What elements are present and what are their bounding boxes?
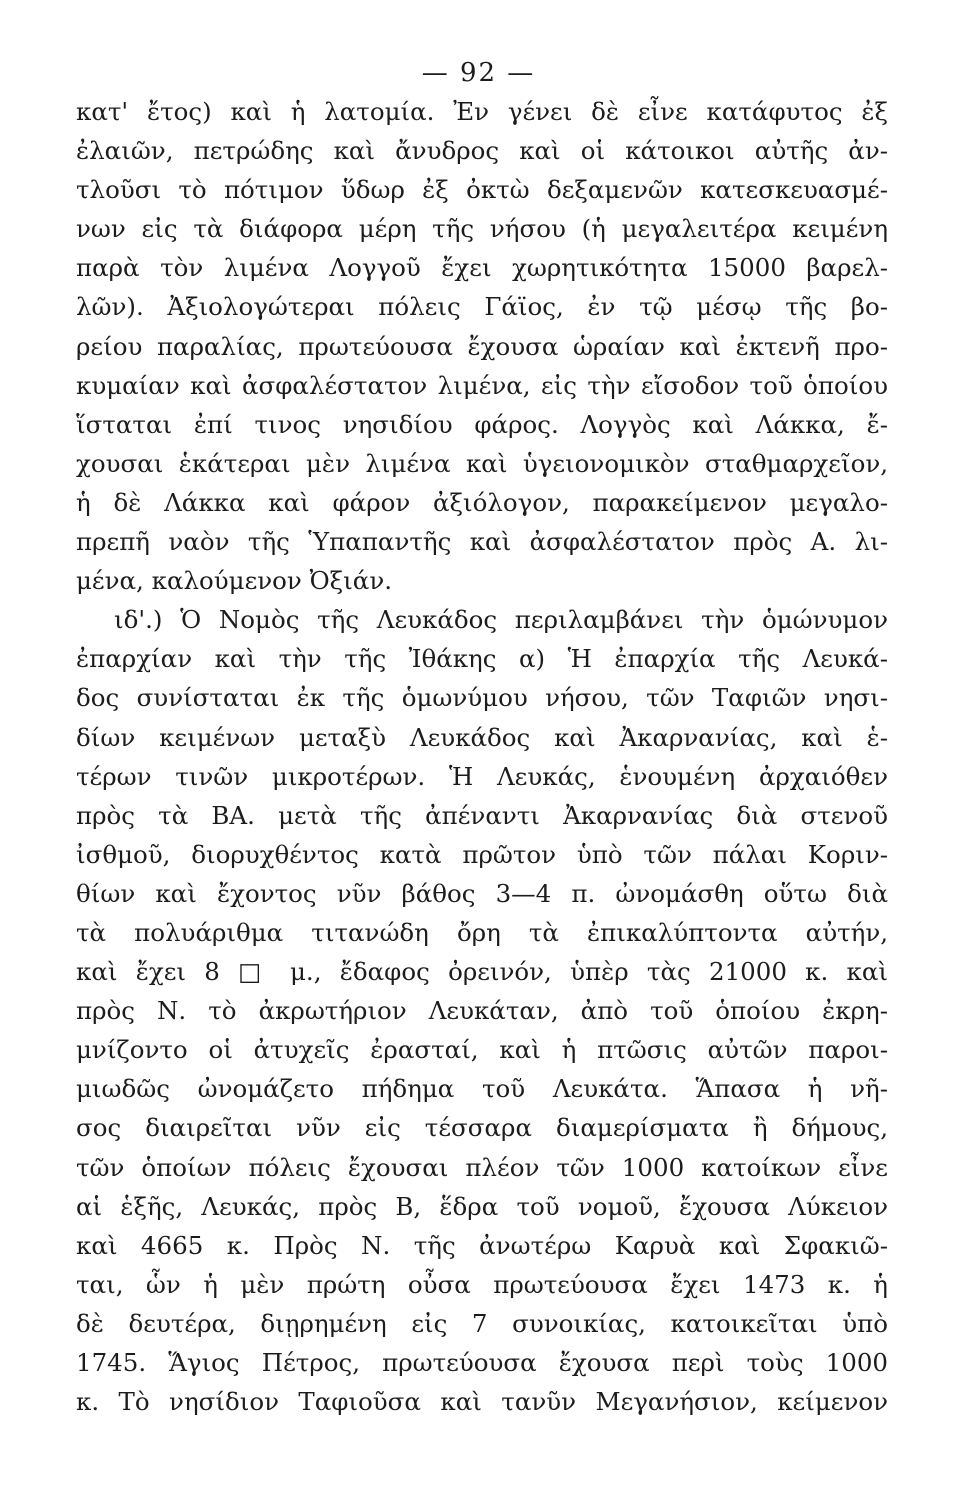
text-line: καὶ 4665 κ. Πρὸς Ν. τῆς ἀνωτέρω Καρυὰ καὶ Σφακιῶ- (76, 1230, 888, 1260)
text-line: δὲ δευτέρα, διῃρημένη εἰς 7 συνοικίας, κατοικεῖται ὑπὸ (76, 1308, 888, 1338)
text-line: τλοῦσι τὸ πότιμον ὕδωρ ἐξ ὀκτὼ δεξαμενῶν κατεσκευασμέ- (76, 175, 888, 205)
body-text (76, 92, 888, 1421)
text-line: χουσαι ἑκάτεραι μὲν λιμένα καὶ ὑγειονομικὸν σταθμαρχεῖον, (76, 448, 888, 478)
text-line: ἐλαιῶν, πετρώδης καὶ ἄνυδρος καὶ οἱ κάτοικοι αὐτῆς ἀν- (76, 136, 888, 166)
text-line: 1745. Ἅγιος Πέτρος, πρωτεύουσα ἔχουσα περὶ τοὺς 1000 (76, 1348, 888, 1377)
text-line: κυμαίαν καὶ ἀσφαλέστατον λιμένα, εἰς τὴν εἴσοδον τοῦ ὁποίου (76, 370, 888, 400)
text-line: ἐπαρχίαν καὶ τὴν τῆς Ἰθάκης α) Ἡ ἐπαρχία τῆς Λευκά- (76, 644, 888, 674)
text-line: ἰσθμοῦ, διορυχθέντος κατὰ πρῶτον ὑπὸ τῶν πάλαι Κοριν- (76, 839, 888, 869)
text-line: ἡ δὲ Λάκκα καὶ φάρον ἀξιόλογον, παρακείμενον μεγαλο- (76, 487, 888, 517)
page-number: — 92 — (421, 58, 536, 88)
text-line: πρὸς Ν. τὸ ἀκρωτήριον Λευκάταν, ἀπὸ τοῦ ὁποίου ἐκρη- (76, 996, 888, 1026)
text-line: μένα, καλούμενον Ὀξιάν. (76, 566, 393, 596)
text-line: πρεπῆ ναὸν τῆς Ὑπαπαντῆς καὶ ἀσφαλέστατον πρὸς Α. λι- (76, 527, 888, 557)
text-line: ρείου παραλίας, πρωτεύουσα ἔχουσα ὡραίαν καὶ ἐκτενῆ προ- (76, 331, 888, 361)
text-line: δίων κειμένων μεταξὺ Λευκάδος καὶ Ἀκαρνανίας, καὶ ἑ- (76, 722, 888, 752)
text-line: αἱ ἑξῆς, Λευκάς, πρὸς Β, ἕδρα τοῦ νομοῦ, ἔχουσα Λύκειον (76, 1191, 888, 1221)
text-line: τῶν ὁποίων πόλεις ἔχουσαι πλέον τῶν 1000 κατοίκων εἶνε (76, 1152, 888, 1182)
text-line: μνίζοντο οἱ ἀτυχεῖς ἐρασταί, καὶ ἡ πτῶσις αὐτῶν παροι- (76, 1035, 888, 1065)
text-line: ἵσταται ἐπί τινος νησιδίου φάρος. Λογγὸς καὶ Λάκκα, ἔ- (76, 409, 888, 439)
text-line: νων εἰς τὰ διάφορα μέρη τῆς νήσου (ἡ μεγαλειτέρα κειμένη (76, 214, 888, 244)
text-line: πρὸς τὰ ΒΑ. μετὰ τῆς ἀπέναντι Ἀκαρνανίας διὰ στενοῦ (76, 800, 888, 830)
text-line: κ. Τὸ νησίδιον Ταφιοῦσα καὶ τανῦν Μεγανήσιον, κείμενον (76, 1387, 888, 1417)
text-line: λῶν). Ἀξιολογώτεραι πόλεις Γάϊος, ἐν τῷ μέσῳ τῆς βο- (76, 292, 888, 322)
text-line: μιωδῶς ὠνομάζετο πήδημα τοῦ Λευκάτα. Ἅπασα ἡ νῆ- (76, 1074, 888, 1104)
text-line: τέρων τινῶν μικροτέρων. Ἡ Λευκάς, ἑνουμένη ἀρχαιόθεν (76, 761, 888, 791)
text-line: σος διαιρεῖται νῦν εἰς τέσσαρα διαμερίσματα ἢ δήμους, (76, 1113, 888, 1143)
text-line: ιδ'.) Ὁ Νομὸς τῆς Λευκάδος περιλαμβάνει τὴν ὁμώνυμον (114, 605, 888, 635)
text-line: παρὰ τὸν λιμένα Λογγοῦ ἔχει χωρητικότητα 15000 βαρελ- (76, 253, 888, 283)
text-line: καὶ ἔχει 8 □ μ., ἔδαφος ὀρεινόν, ὑπὲρ τὰς 21000 κ. καὶ (76, 957, 888, 987)
text-line: δος συνίσταται ἐκ τῆς ὁμωνύμου νήσου, τῶν Ταφιῶν νησι- (76, 683, 888, 713)
text-line: ται, ὧν ἡ μὲν πρώτη οὖσα πρωτεύουσα ἔχει 1473 κ. ἡ (76, 1269, 888, 1299)
text-line: κατ' ἔτος) καὶ ἡ λατομία. Ἐν γένει δὲ εἶνε κατάφυτος ἐξ (76, 97, 888, 126)
text-line: τὰ πολυάριθμα τιτανώδη ὄρη τὰ ἐπικαλύπτοντα αὐτήν, (76, 917, 888, 947)
text-line: θίων καὶ ἔχοντος νῦν βάθος 3—4 π. ὠνομάσθη οὕτω διὰ (76, 878, 888, 908)
